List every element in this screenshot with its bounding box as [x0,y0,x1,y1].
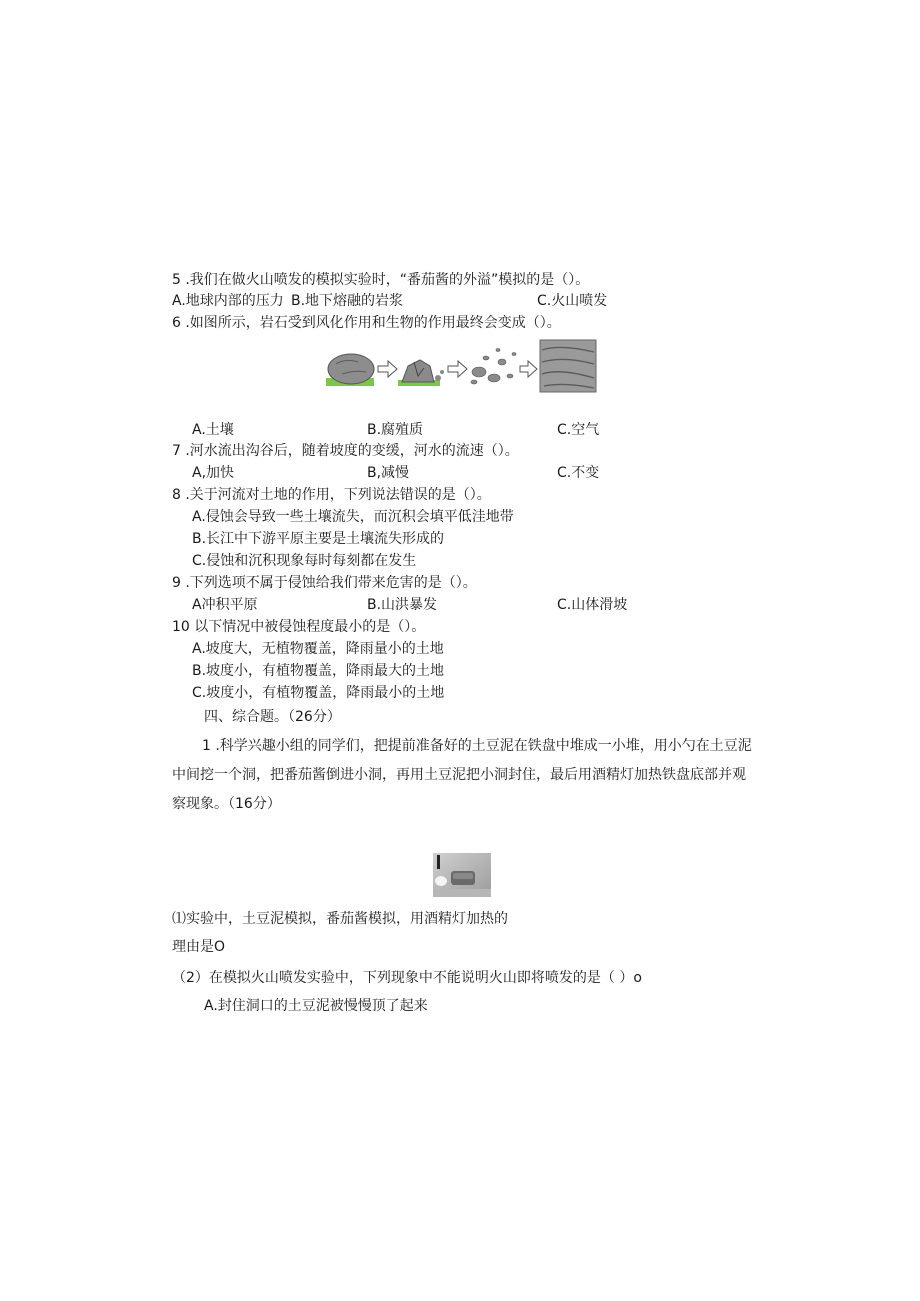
comprehensive-question-1: 1 .科学兴趣小组的同学们，把提前准备好的土豆泥在铁盘中堆成一小堆，用小勺在土豆泥中间挖一个洞，把番茄酱倒进小洞，再用土豆泥把小洞封住，最后用酒精灯加热铁盘底部并观察现象。（16分） [172,738,752,812]
q6-option-c: C.空气 [557,422,600,438]
subquestion-2: （2）在模拟火山喷发实验中，下列现象中不能说明火山即将喷发的是（ ）o [172,970,642,986]
q6-stem: 6 .如图所示，岩石受到风化作用和生物的作用最终会变成（）。 [172,315,561,331]
subquestion-1-line1: ⑴实验中，土豆泥模拟，番茄酱模拟，用酒精灯加热的 [172,911,508,927]
q7-stem: 7 .河水流出沟谷后，随着坡度的变缓，河水的流速（）。 [172,443,519,459]
q6-option-b: B.腐殖质 [367,422,424,438]
q10-option-b: B.坡度小，有植物覆盖，降雨最大的土地 [192,663,445,679]
q7-option-a: A,加快 [192,465,235,481]
q9-option-c: C.山体滑坡 [557,597,628,613]
q5-option-c: C.火山喷发 [537,293,608,309]
cracked-rock [402,360,434,382]
arrow-icon [520,361,537,377]
q9-option-b: B.山洪暴发 [367,597,438,613]
subquestion-1-line2: 理由是O [172,939,226,955]
q8-option-c: C.侵蚀和沉积现象每时每刻都在发生 [192,553,417,569]
experiment-photo [433,853,491,897]
q5-option-a: A.地球内部的压力 [172,293,284,309]
section-heading: 四、综合题。（26分） [204,709,341,725]
q9-option-a: A冲积平原 [192,597,258,613]
whole-rock [328,354,374,384]
arrow-icon [448,361,467,377]
q9-stem: 9 .下列选项不属于侵蚀给我们带来危害的是（）。 [172,575,477,591]
q8-option-b: B.长江中下游平原主要是土壤流失形成的 [192,531,445,547]
pebbles [471,349,516,385]
subquestion-2-option-a: A.封住洞口的土豆泥被慢慢顶了起来 [204,998,428,1014]
q8-stem: 8 .关于河流对土地的作用，下列说法错误的是（）。 [172,487,491,503]
rock-weathering-figure [324,336,599,396]
q7-option-b: B,减慢 [367,465,410,481]
q5-stem: 5 .我们在做火山喷发的模拟实验时，“番茄酱的外溢”模拟的是（）。 [172,272,590,288]
q10-option-a: A.坡度大，无植物覆盖，降雨量小的土地 [192,641,444,657]
q5-option-b: B.地下熔融的岩浆 [291,293,404,309]
q8-option-a: A.侵蚀会导致一些土壤流失，而沉积会填平低洼地带 [192,509,514,525]
q10-stem: 10 以下情况中被侵蚀程度最小的是（）。 [172,619,426,635]
q6-option-a: A.土壤 [192,422,234,438]
q10-option-c: C.坡度小，有植物覆盖，降雨最小的土地 [192,685,445,701]
q7-option-c: C.不变 [557,465,600,481]
arrow-icon [378,361,397,377]
